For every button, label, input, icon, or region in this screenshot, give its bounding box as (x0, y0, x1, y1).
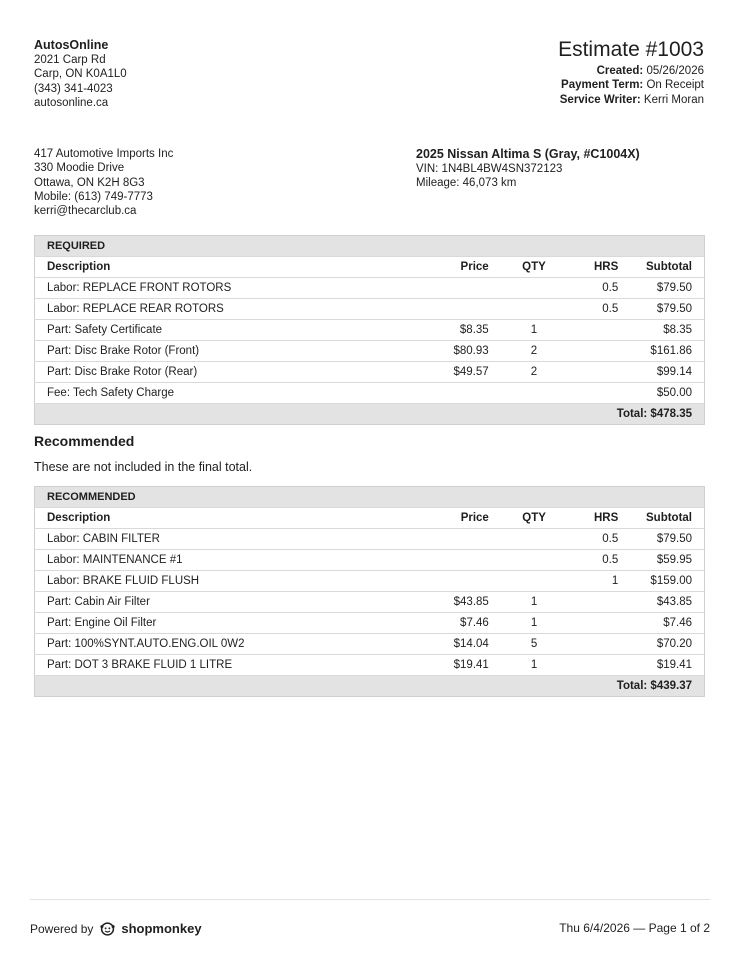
row-price: $43.85 (426, 592, 501, 613)
row-description: Fee: Tech Safety Charge (35, 383, 426, 404)
recommended-items-table (34, 486, 705, 697)
row-qty: 1 (501, 655, 568, 676)
row-hrs: 0.5 (567, 529, 630, 550)
row-hrs: 0.5 (567, 299, 630, 320)
column-header-description: Description (35, 257, 426, 278)
row-qty (501, 529, 568, 550)
row-subtotal: $99.14 (630, 362, 704, 383)
row-qty: 1 (501, 613, 568, 634)
column-header-subtotal: Subtotal (630, 257, 704, 278)
row-subtotal: $7.46 (630, 613, 704, 634)
shop-address-line1: 2021 Carp Rd (34, 54, 106, 66)
table-section-row (35, 487, 705, 508)
row-description: Labor: REPLACE FRONT ROTORS (35, 278, 426, 299)
row-subtotal: $43.85 (630, 592, 704, 613)
row-price (426, 383, 501, 404)
row-description: Part: Safety Certificate (35, 320, 426, 341)
customer-address-line2: Ottawa, ON K2H 8G3 (34, 176, 145, 189)
created-label: Created: (596, 65, 644, 77)
column-header-price: Price (426, 257, 501, 278)
powered-by-label: Powered by (30, 921, 94, 936)
row-qty: 1 (501, 320, 568, 341)
row-qty: 5 (501, 634, 568, 655)
row-description: Part: 100%SYNT.AUTO.ENG.OIL 0W2 (35, 634, 427, 655)
recommended-heading: Recommended (34, 433, 135, 449)
row-price (426, 299, 501, 320)
shop-phone: (343) 341-4023 (34, 82, 113, 95)
estimate-header (558, 37, 704, 107)
row-price: $7.46 (426, 613, 501, 634)
row-subtotal: $79.50 (630, 278, 704, 299)
customer-name: 417 Automotive Imports Inc (34, 148, 174, 160)
row-description: Part: Engine Oil Filter (35, 613, 427, 634)
row-subtotal: $50.00 (630, 383, 704, 404)
page-info: Thu 6/4/2026 — Page 1 of 2 (559, 921, 710, 935)
shopmonkey-brand: shopmonkey (121, 921, 202, 936)
row-price: $80.93 (426, 341, 501, 362)
row-description: Labor: CABIN FILTER (35, 529, 427, 550)
row-hrs (567, 383, 630, 404)
row-description: Labor: REPLACE REAR ROTORS (35, 299, 426, 320)
row-subtotal: $79.50 (630, 299, 704, 320)
row-subtotal: $70.20 (630, 634, 704, 655)
row-subtotal: $161.86 (630, 341, 704, 362)
vehicle-info (416, 147, 640, 191)
row-description: Part: Cabin Air Filter (35, 592, 427, 613)
column-header-qty: QTY (501, 257, 568, 278)
row-price: $19.41 (426, 655, 501, 676)
table-row (35, 613, 705, 634)
table-row (35, 383, 705, 404)
recommended-section-label: RECOMMENDED (35, 487, 705, 508)
table-row (35, 299, 705, 320)
row-qty: 1 (501, 592, 568, 613)
row-hrs (567, 613, 630, 634)
estimate-created (558, 64, 704, 78)
column-header-subtotal: Subtotal (630, 508, 704, 529)
row-qty (501, 383, 568, 404)
required-total: Total: $478.35 (35, 404, 705, 425)
shop-info (34, 38, 127, 110)
row-subtotal: $159.00 (630, 571, 704, 592)
row-description: Labor: MAINTENANCE #1 (35, 550, 427, 571)
powered-by (30, 921, 202, 936)
table-section-row (35, 236, 705, 257)
column-header-qty: QTY (501, 508, 568, 529)
created-value: 05/26/2026 (646, 65, 704, 77)
row-subtotal: $8.35 (630, 320, 704, 341)
table-row (35, 529, 705, 550)
row-qty (501, 299, 568, 320)
row-qty: 2 (501, 341, 568, 362)
row-subtotal: $59.95 (630, 550, 704, 571)
required-section-label: REQUIRED (35, 236, 705, 257)
row-description: Part: DOT 3 BRAKE FLUID 1 LITRE (35, 655, 427, 676)
row-price (426, 529, 501, 550)
table-row (35, 592, 705, 613)
estimate-service-writer (558, 93, 704, 107)
column-header-price: Price (426, 508, 501, 529)
customer-address-line1: 330 Moodie Drive (34, 162, 125, 175)
table-row (35, 320, 705, 341)
column-header-hrs: HRS (567, 508, 630, 529)
row-hrs (567, 655, 630, 676)
row-price: $49.57 (426, 362, 501, 383)
row-price (426, 550, 501, 571)
row-price (426, 278, 501, 299)
row-hrs: 0.5 (567, 278, 630, 299)
recommended-note: These are not included in the final total. (34, 460, 253, 474)
row-qty (501, 550, 568, 571)
estimate-title: Estimate #1003 (558, 38, 704, 61)
column-header-hrs: HRS (567, 257, 630, 278)
row-hrs (567, 341, 630, 362)
service-writer-value: Kerri Moran (643, 93, 704, 106)
row-description: Part: Disc Brake Rotor (Front) (35, 341, 426, 362)
table-row (35, 634, 705, 655)
table-row (35, 278, 705, 299)
recommended-total: Total: $439.37 (35, 676, 705, 697)
row-hrs (567, 362, 630, 383)
payment-term-value: On Receipt (646, 79, 704, 92)
row-subtotal: $19.41 (630, 655, 704, 676)
row-subtotal: $79.50 (630, 529, 704, 550)
shop-name: AutosOnline (34, 38, 109, 52)
shop-website: autosonline.ca (34, 96, 109, 109)
table-total-row (35, 404, 705, 425)
row-hrs: 0.5 (567, 550, 630, 571)
footer-divider (30, 899, 710, 900)
table-row (35, 550, 705, 571)
row-qty (501, 278, 568, 299)
vehicle-title: 2025 Nissan Altima S (Gray, #C1004X) (416, 147, 640, 161)
table-row (35, 655, 705, 676)
row-price: $14.04 (426, 634, 501, 655)
row-price (426, 571, 501, 592)
table-header-row (35, 508, 705, 529)
customer-mobile: Mobile: (613) 749-7773 (34, 190, 153, 203)
row-price: $8.35 (426, 320, 501, 341)
payment-term-label: Payment Term: (561, 79, 644, 92)
customer-email: kerri@thecarclub.ca (34, 205, 137, 218)
table-total-row (35, 676, 705, 697)
customer-info (34, 147, 173, 218)
row-description: Labor: BRAKE FLUID FLUSH (35, 571, 427, 592)
table-row (35, 362, 705, 383)
row-hrs (567, 320, 630, 341)
row-hrs (567, 592, 630, 613)
table-header-row (35, 257, 705, 278)
row-description: Part: Disc Brake Rotor (Rear) (35, 362, 426, 383)
table-row (35, 341, 705, 362)
column-header-description: Description (35, 508, 427, 529)
table-row (35, 571, 705, 592)
vehicle-mileage: Mileage: 46,073 km (416, 177, 517, 190)
row-hrs (567, 634, 630, 655)
vehicle-vin: VIN: 1N4BL4BW4SN372123 (416, 163, 563, 175)
required-items-table (34, 235, 705, 425)
row-qty: 2 (501, 362, 568, 383)
shop-address-line2: Carp, ON K0A1L0 (34, 68, 127, 81)
estimate-payment-term (558, 78, 704, 92)
row-qty (501, 571, 568, 592)
service-writer-label: Service Writer: (559, 93, 641, 106)
row-hrs: 1 (567, 571, 630, 592)
shopmonkey-logo-icon (100, 921, 115, 936)
